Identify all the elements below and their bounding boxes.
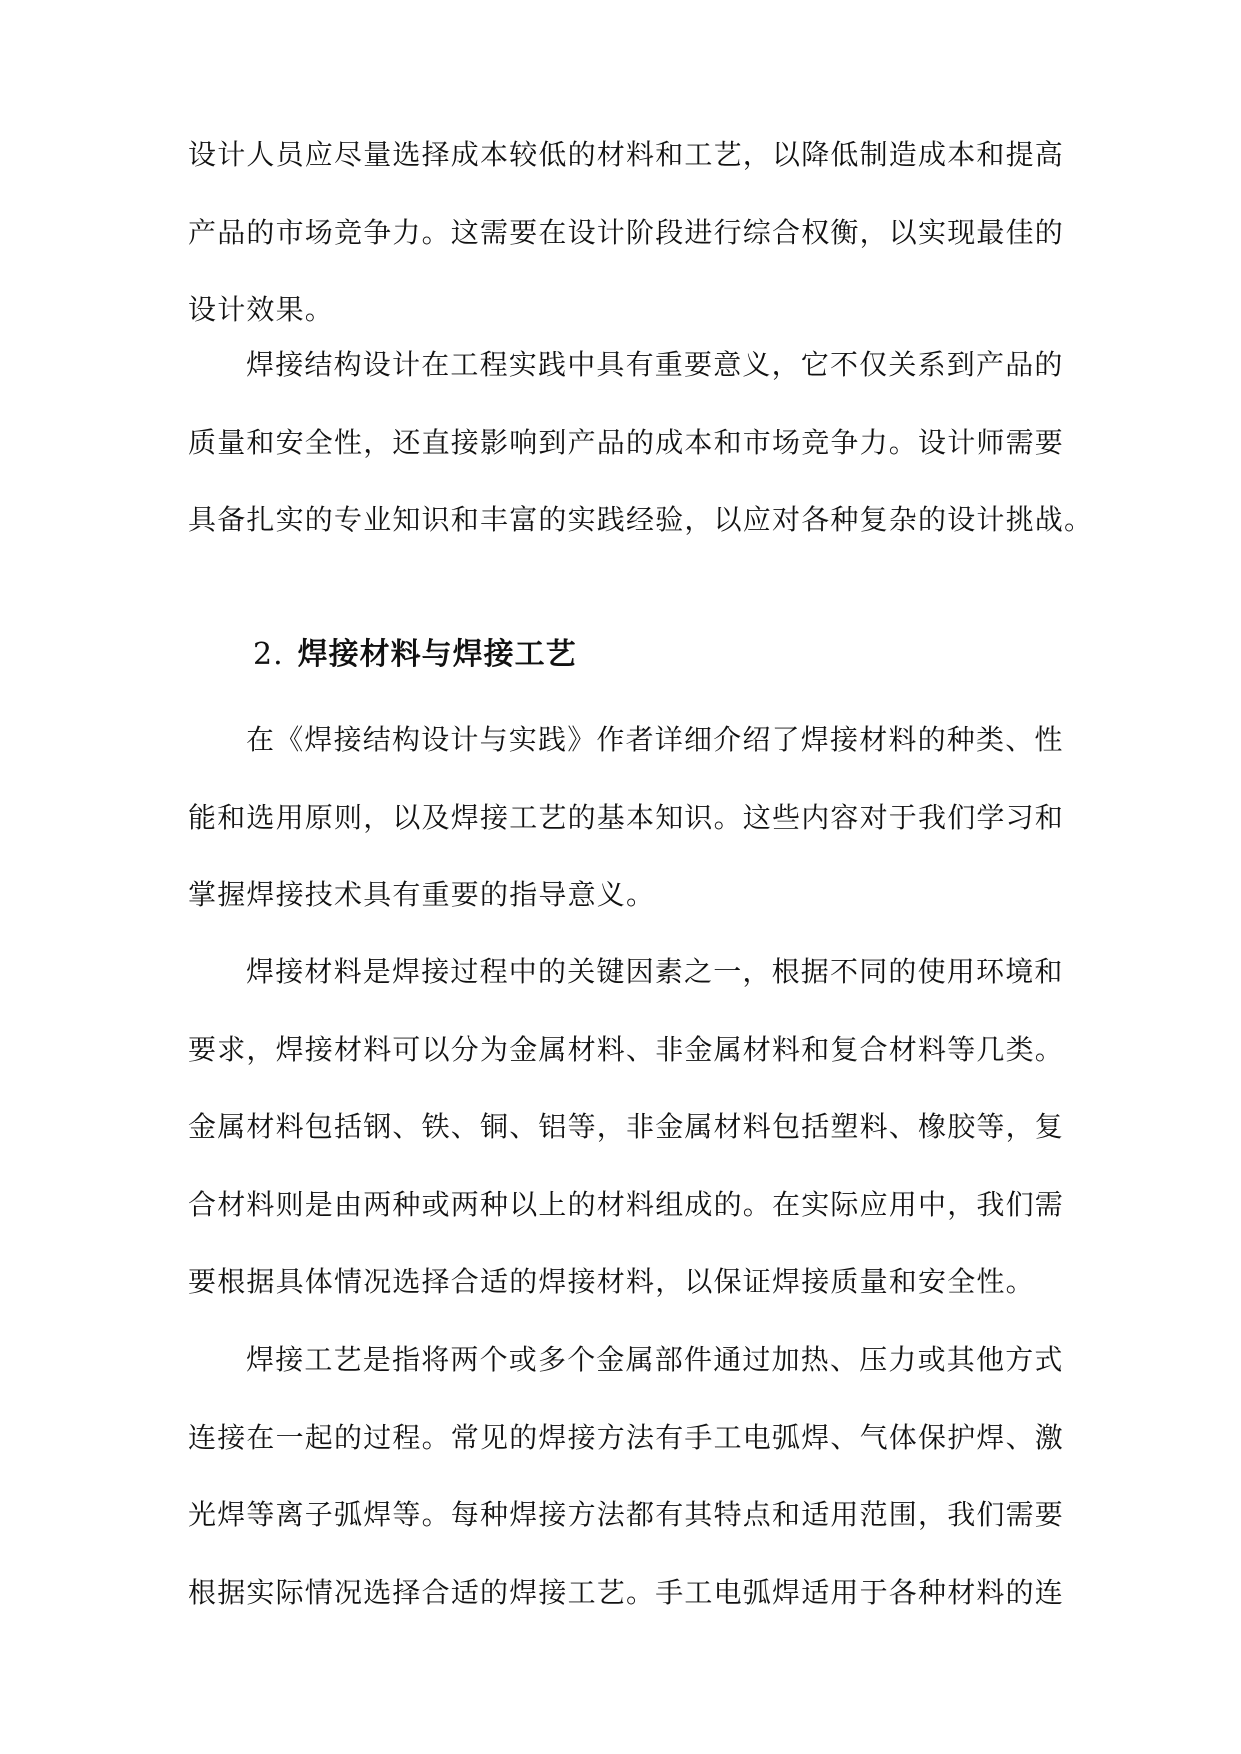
text-line: 焊接材料是焊接过程中的关键因素之一，根据不同的使用环境和 <box>246 955 1064 988</box>
text-line: 焊接结构设计在工程实践中具有重要意义，它不仅关系到产品的 <box>246 348 1064 381</box>
section-heading <box>253 625 577 685</box>
text-line: 连接在一起的过程。常见的焊接方法有手工电弧焊、气体保护焊、激 <box>188 1420 1065 1454</box>
text-line: 要求，焊接材料可以分为金属材料、非金属材料和复合材料等几类。 <box>188 1032 1065 1066</box>
section-number: 2. <box>253 637 284 672</box>
paragraph-welding-process <box>188 1321 1065 1631</box>
text-line: 根据实际情况选择合适的焊接工艺。手工电弧焊适用于各种材料的连 <box>188 1575 1065 1609</box>
text-line: 掌握焊接技术具有重要的指导意义。 <box>188 878 656 911</box>
text-line: 合材料则是由两种或两种以上的材料组成的。在实际应用中，我们需 <box>188 1187 1065 1221</box>
text-line: 要根据具体情况选择合适的焊接材料，以保证焊接质量和安全性。 <box>188 1265 1035 1298</box>
text-line: 设计人员应尽量选择成本较低的材料和工艺，以降低制造成本和提高 <box>188 138 1065 171</box>
text-line: 光焊等离子弧焊等。每种焊接方法都有其特点和适用范围，我们需要 <box>188 1498 1065 1531</box>
paragraph-materials-types <box>188 933 1065 1321</box>
text-line: 质量和安全性，还直接影响到产品的成本和市场竞争力。设计师需要 <box>188 425 1065 459</box>
text-line: 能和选用原则，以及焊接工艺的基本知识。这些内容对于我们学习和 <box>188 800 1065 834</box>
text-line: 在《焊接结构设计与实践》作者详细介绍了焊接材料的种类、性 <box>246 723 1064 756</box>
text-line: 具备扎实的专业知识和丰富的实践经验，以应对各种复杂的设计挑战。 <box>188 503 1094 536</box>
paragraph-design-significance <box>188 326 1094 559</box>
section-title: 焊接材料与焊接工艺 <box>297 637 577 672</box>
paragraph-cost-design <box>188 116 1065 349</box>
text-line: 焊接工艺是指将两个或多个金属部件通过加热、压力或其他方式 <box>246 1343 1064 1376</box>
text-line: 产品的市场竞争力。这需要在设计阶段进行综合权衡，以实现最佳的 <box>188 215 1065 249</box>
text-line: 金属材料包括钢、铁、铜、铝等，非金属材料包括塑料、橡胶等，复 <box>188 1110 1065 1143</box>
paragraph-materials-intro <box>188 701 1065 934</box>
text-line: 设计效果。 <box>188 293 335 326</box>
